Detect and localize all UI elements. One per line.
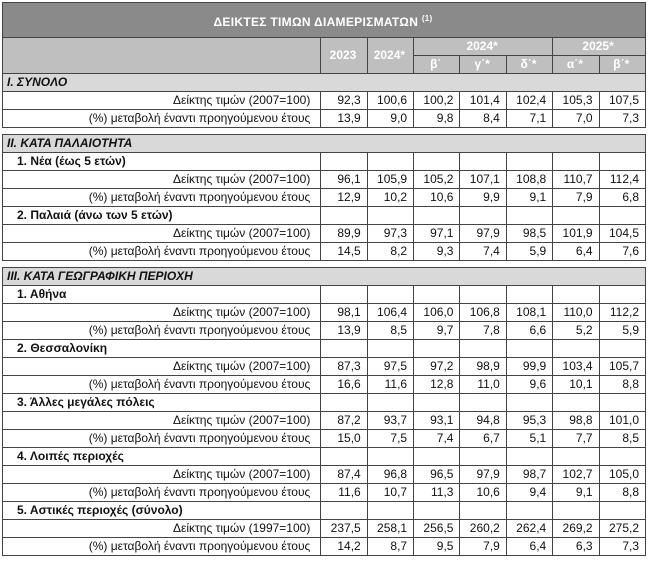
empty-cell [506, 394, 552, 412]
value-cell: 7,9 [553, 189, 599, 207]
value-cell: 7,9 [460, 538, 506, 556]
empty-cell [367, 448, 413, 466]
row-label: (%) μεταβολή έναντι προηγούμενου έτους [3, 110, 321, 128]
header-blank [3, 38, 321, 74]
value-cell: 9,1 [506, 189, 552, 207]
value-cell: 6,4 [553, 243, 599, 261]
section-title: ΙΙΙ. ΚΑΤΑ ΓΕΩΓΡΑΦΙΚΗ ΠΕΡΙΟΧΗ [3, 268, 646, 286]
row-label: Δείκτης τιμών (2007=100) [3, 358, 321, 376]
value-cell: 15,0 [321, 430, 367, 448]
empty-cell [321, 153, 367, 171]
value-cell: 12,9 [321, 189, 367, 207]
value-cell: 7,8 [460, 322, 506, 340]
empty-cell [321, 502, 367, 520]
value-cell: 101,9 [553, 225, 599, 243]
value-cell: 105,3 [553, 92, 599, 110]
value-cell: 93,1 [414, 412, 460, 430]
empty-cell [321, 286, 367, 304]
row-label: Δείκτης τιμών (2007=100) [3, 225, 321, 243]
empty-cell [414, 340, 460, 358]
empty-cell [506, 502, 552, 520]
empty-cell [460, 207, 506, 225]
value-cell: 110,7 [553, 171, 599, 189]
value-cell: 87,3 [321, 358, 367, 376]
value-cell: 16,6 [321, 376, 367, 394]
table-row [3, 110, 646, 128]
row-label: Δείκτης τιμών (2007=100) [3, 412, 321, 430]
value-cell: 12,8 [414, 376, 460, 394]
row-label: Δείκτης τιμών (2007=100) [3, 466, 321, 484]
section-spacer [3, 261, 646, 268]
value-cell: 103,4 [553, 358, 599, 376]
empty-cell [506, 286, 552, 304]
section-header-row [3, 74, 646, 92]
table-row [3, 171, 646, 189]
empty-cell [414, 448, 460, 466]
value-cell: 9,5 [414, 538, 460, 556]
value-cell: 8,8 [599, 484, 645, 502]
value-cell: 275,2 [599, 520, 645, 538]
value-cell: 89,9 [321, 225, 367, 243]
subsection-header-row [3, 207, 646, 225]
empty-cell [553, 207, 599, 225]
value-cell: 106,4 [367, 304, 413, 322]
value-cell: 98,1 [321, 304, 367, 322]
table-row [3, 358, 646, 376]
table-row [3, 376, 646, 394]
value-cell: 106,0 [414, 304, 460, 322]
value-cell: 6,7 [460, 430, 506, 448]
value-cell: 97,1 [414, 225, 460, 243]
value-cell: 8,5 [599, 430, 645, 448]
value-cell: 8,7 [367, 538, 413, 556]
value-cell: 7,7 [553, 430, 599, 448]
table-row [3, 322, 646, 340]
empty-cell [599, 340, 645, 358]
value-cell: 9,0 [367, 110, 413, 128]
subsection-title: 3. Άλλες μεγάλες πόλεις [3, 394, 321, 412]
subsection-header-row [3, 502, 646, 520]
subsection-title: 1. Νέα (έως 5 ετών) [3, 153, 321, 171]
empty-cell [460, 448, 506, 466]
value-cell: 96,8 [367, 466, 413, 484]
value-cell: 110,0 [553, 304, 599, 322]
empty-cell [599, 207, 645, 225]
subsection-title: 2. Παλαιά (άνω των 5 ετών) [3, 207, 321, 225]
empty-cell [506, 153, 552, 171]
value-cell: 100,2 [414, 92, 460, 110]
value-cell: 87,2 [321, 412, 367, 430]
empty-cell [553, 394, 599, 412]
empty-cell [414, 502, 460, 520]
value-cell: 5,1 [506, 430, 552, 448]
value-cell: 7,0 [553, 110, 599, 128]
value-cell: 9,4 [506, 484, 552, 502]
table-row [3, 466, 646, 484]
row-label: (%) μεταβολή έναντι προηγούμενου έτους [3, 376, 321, 394]
empty-cell [460, 502, 506, 520]
value-cell: 105,7 [599, 358, 645, 376]
value-cell: 10,1 [553, 376, 599, 394]
value-cell: 97,5 [367, 358, 413, 376]
empty-cell [599, 502, 645, 520]
value-cell: 6,8 [599, 189, 645, 207]
section-header-row [3, 135, 646, 153]
section-spacer-cell [3, 128, 646, 135]
empty-cell [367, 207, 413, 225]
table-row [3, 538, 646, 556]
value-cell: 96,5 [414, 466, 460, 484]
value-cell: 6,6 [506, 322, 552, 340]
value-cell: 237,5 [321, 520, 367, 538]
value-cell: 108,8 [506, 171, 552, 189]
value-cell: 14,2 [321, 538, 367, 556]
value-cell: 5,9 [599, 322, 645, 340]
value-cell: 94,8 [460, 412, 506, 430]
table-row [3, 225, 646, 243]
empty-cell [460, 286, 506, 304]
value-cell: 9,6 [506, 376, 552, 394]
empty-cell [367, 286, 413, 304]
empty-cell [414, 394, 460, 412]
value-cell: 100,6 [367, 92, 413, 110]
header-q-2025-b: β΄* [599, 56, 645, 74]
table-row [3, 189, 646, 207]
value-cell: 269,2 [553, 520, 599, 538]
header-2025-quarters: 2025* [553, 38, 646, 56]
value-cell: 256,5 [414, 520, 460, 538]
header-q-2024-c: γ΄* [460, 56, 506, 74]
row-label: (%) μεταβολή έναντι προηγούμενου έτους [3, 484, 321, 502]
value-cell: 101,4 [460, 92, 506, 110]
empty-cell [414, 207, 460, 225]
value-cell: 11,6 [321, 484, 367, 502]
value-cell: 8,5 [367, 322, 413, 340]
empty-cell [553, 286, 599, 304]
row-label: (%) μεταβολή έναντι προηγούμενου έτους [3, 538, 321, 556]
value-cell: 7,3 [599, 110, 645, 128]
value-cell: 102,7 [553, 466, 599, 484]
empty-cell [321, 340, 367, 358]
value-cell: 99,9 [506, 358, 552, 376]
section-spacer [3, 128, 646, 135]
empty-cell [367, 153, 413, 171]
table-row [3, 243, 646, 261]
empty-cell [367, 394, 413, 412]
value-cell: 104,5 [599, 225, 645, 243]
value-cell: 5,9 [506, 243, 552, 261]
value-cell: 9,7 [414, 322, 460, 340]
value-cell: 95,3 [506, 412, 552, 430]
empty-cell [553, 502, 599, 520]
empty-cell [506, 207, 552, 225]
table-body [3, 74, 646, 556]
section-header-row [3, 268, 646, 286]
value-cell: 97,9 [460, 466, 506, 484]
value-cell: 13,9 [321, 322, 367, 340]
value-cell: 87,4 [321, 466, 367, 484]
table-row [3, 520, 646, 538]
section-spacer-cell [3, 261, 646, 268]
value-cell: 98,5 [506, 225, 552, 243]
value-cell: 97,9 [460, 225, 506, 243]
table-row [3, 92, 646, 110]
section-title: ΙΙ. ΚΑΤΑ ΠΑΛΑΙΟΤΗΤΑ [3, 135, 646, 153]
empty-cell [460, 340, 506, 358]
value-cell: 105,0 [599, 466, 645, 484]
value-cell: 112,4 [599, 171, 645, 189]
subsection-title: 4. Λοιπές περιοχές [3, 448, 321, 466]
empty-cell [599, 153, 645, 171]
value-cell: 6,4 [506, 538, 552, 556]
empty-cell [553, 448, 599, 466]
value-cell: 107,5 [599, 92, 645, 110]
value-cell: 11,0 [460, 376, 506, 394]
value-cell: 11,6 [367, 376, 413, 394]
subsection-header-row [3, 340, 646, 358]
value-cell: 9,8 [414, 110, 460, 128]
header-q-2025-a: α΄* [553, 56, 599, 74]
header-q-2024-d: δ΄* [506, 56, 552, 74]
value-cell: 102,4 [506, 92, 552, 110]
subsection-title: 2. Θεσσαλονίκη [3, 340, 321, 358]
empty-cell [599, 286, 645, 304]
row-label: Δείκτης τιμών (2007=100) [3, 171, 321, 189]
value-cell: 7,4 [460, 243, 506, 261]
row-label: (%) μεταβολή έναντι προηγούμενου έτους [3, 322, 321, 340]
table-row [3, 484, 646, 502]
empty-cell [599, 448, 645, 466]
section-title: Ι. ΣΥΝΟΛΟ [3, 74, 646, 92]
value-cell: 8,2 [367, 243, 413, 261]
row-label: (%) μεταβολή έναντι προηγούμενου έτους [3, 243, 321, 261]
row-label: Δείκτης τιμών (1997=100) [3, 520, 321, 538]
empty-cell [460, 153, 506, 171]
value-cell: 7,1 [506, 110, 552, 128]
value-cell: 7,3 [599, 538, 645, 556]
empty-cell [321, 207, 367, 225]
subsection-header-row [3, 448, 646, 466]
apartment-price-index-table [2, 2, 646, 556]
table-row [3, 430, 646, 448]
value-cell: 258,1 [367, 520, 413, 538]
row-label: Δείκτης τιμών (2007=100) [3, 304, 321, 322]
row-label: Δείκτης τιμών (2007=100) [3, 92, 321, 110]
table-row [3, 304, 646, 322]
subsection-title: 5. Αστικές περιοχές (σύνολο) [3, 502, 321, 520]
value-cell: 98,9 [460, 358, 506, 376]
value-cell: 11,3 [414, 484, 460, 502]
empty-cell [367, 340, 413, 358]
value-cell: 98,8 [553, 412, 599, 430]
value-cell: 108,1 [506, 304, 552, 322]
table-title-text: ΔΕΙΚΤΕΣ ΤΙΜΩΝ ΔΙΑΜΕΡΙΣΜΑΤΩΝ [213, 14, 419, 29]
value-cell: 9,3 [414, 243, 460, 261]
value-cell: 8,8 [599, 376, 645, 394]
value-cell: 97,3 [367, 225, 413, 243]
value-cell: 101,0 [599, 412, 645, 430]
value-cell: 9,9 [460, 189, 506, 207]
header-q-2024-b: β΄ [414, 56, 460, 74]
table-row [3, 412, 646, 430]
value-cell: 105,9 [367, 171, 413, 189]
value-cell: 6,3 [553, 538, 599, 556]
header-2024-annual: 2024* [367, 38, 413, 74]
table-title [3, 3, 646, 38]
empty-cell [506, 448, 552, 466]
empty-cell [321, 448, 367, 466]
empty-cell [414, 286, 460, 304]
value-cell: 107,1 [460, 171, 506, 189]
empty-cell [553, 153, 599, 171]
header-2024-quarters: 2024* [414, 38, 553, 56]
subsection-header-row [3, 286, 646, 304]
subsection-header-row [3, 153, 646, 171]
value-cell: 92,3 [321, 92, 367, 110]
value-cell: 112,2 [599, 304, 645, 322]
value-cell: 105,2 [414, 171, 460, 189]
value-cell: 7,4 [414, 430, 460, 448]
empty-cell [414, 153, 460, 171]
subsection-header-row [3, 394, 646, 412]
value-cell: 14,5 [321, 243, 367, 261]
value-cell: 262,4 [506, 520, 552, 538]
value-cell: 8,4 [460, 110, 506, 128]
empty-cell [553, 340, 599, 358]
value-cell: 10,7 [367, 484, 413, 502]
table-title-note: (1) [421, 13, 433, 23]
value-cell: 5,2 [553, 322, 599, 340]
value-cell: 13,9 [321, 110, 367, 128]
value-cell: 96,1 [321, 171, 367, 189]
value-cell: 98,7 [506, 466, 552, 484]
empty-cell [321, 394, 367, 412]
empty-cell [460, 394, 506, 412]
row-label: (%) μεταβολή έναντι προηγούμενου έτους [3, 189, 321, 207]
empty-cell [506, 340, 552, 358]
value-cell: 10,2 [367, 189, 413, 207]
value-cell: 106,8 [460, 304, 506, 322]
value-cell: 97,2 [414, 358, 460, 376]
value-cell: 10,6 [414, 189, 460, 207]
value-cell: 9,1 [553, 484, 599, 502]
value-cell: 7,6 [599, 243, 645, 261]
subsection-title: 1. Αθήνα [3, 286, 321, 304]
value-cell: 93,7 [367, 412, 413, 430]
empty-cell [367, 502, 413, 520]
value-cell: 10,6 [460, 484, 506, 502]
value-cell: 260,2 [460, 520, 506, 538]
header-2023: 2023 [321, 38, 367, 74]
row-label: (%) μεταβολή έναντι προηγούμενου έτους [3, 430, 321, 448]
value-cell: 7,5 [367, 430, 413, 448]
empty-cell [599, 394, 645, 412]
